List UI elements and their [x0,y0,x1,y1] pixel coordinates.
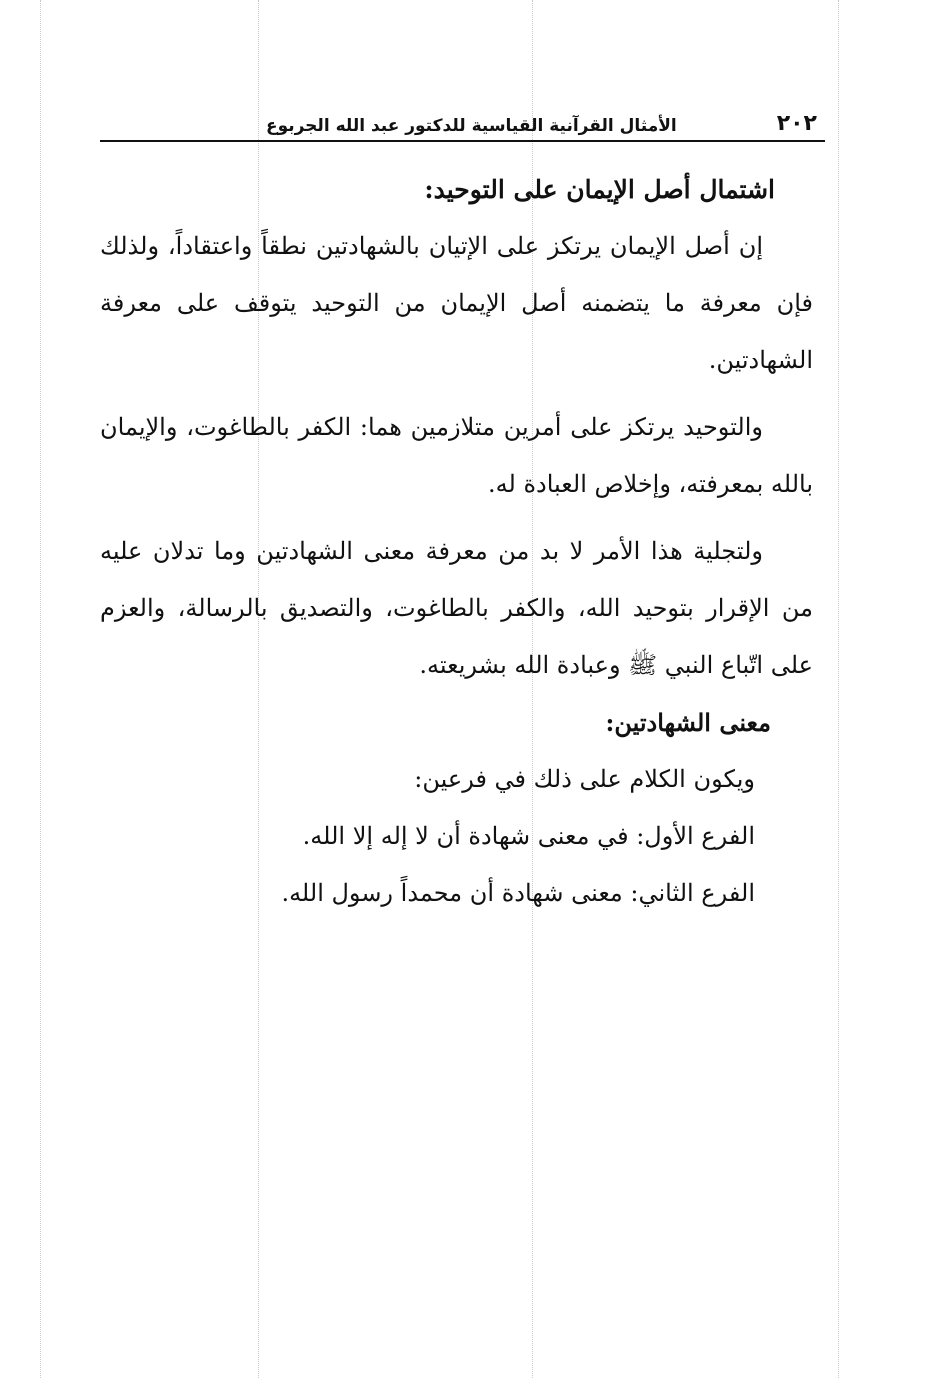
document-page [100,92,825,1292]
page-number: ٢٠٢ [776,111,817,136]
paragraph-3: ولتجلية هذا الأمر لا بد من معرفة معنى الشهادتين وما تدلان عليه من الإقرار بتوحيد الله، والكفر بالطاغوت، والتصديق بالرسالة، والعزم على اتّباع النبي ﷺ وعبادة الله بشريعته. [100,537,813,679]
scan-artifact-line [40,0,41,1378]
page-body [100,162,825,922]
running-title: الأمثال القرآنية القياسية للدكتور عبد الله الجربوع [265,116,677,136]
scan-artifact-line [838,0,839,1378]
section-heading-shahadatain: معنى الشهادتين: [605,708,771,737]
section-heading-tawhid: اشتمال أصل الإيمان على التوحيد: [424,175,775,204]
paragraph-2: والتوحيد يرتكز على أمرين متلازمين هما: الكفر بالطاغوت، والإيمان بالله بمعرفته، وإخلاص العبادة له. [100,413,813,498]
branch-1: الفرع الأول: في معنى شهادة أن لا إله إلا الله. [302,822,755,850]
running-header [100,92,825,142]
paragraph-1: إن أصل الإيمان يرتكز على الإتيان بالشهادتين نطقاً واعتقاداً، ولذلك فإن معرفة ما يتضمنه أصل الإيمان من التوحيد يتوقف على معرفة الشهادتين. [100,232,813,374]
branch-2: الفرع الثاني: معنى شهادة أن محمداً رسول الله. [281,879,755,907]
intro-line: ويكون الكلام على ذلك في فرعين: [414,765,755,793]
